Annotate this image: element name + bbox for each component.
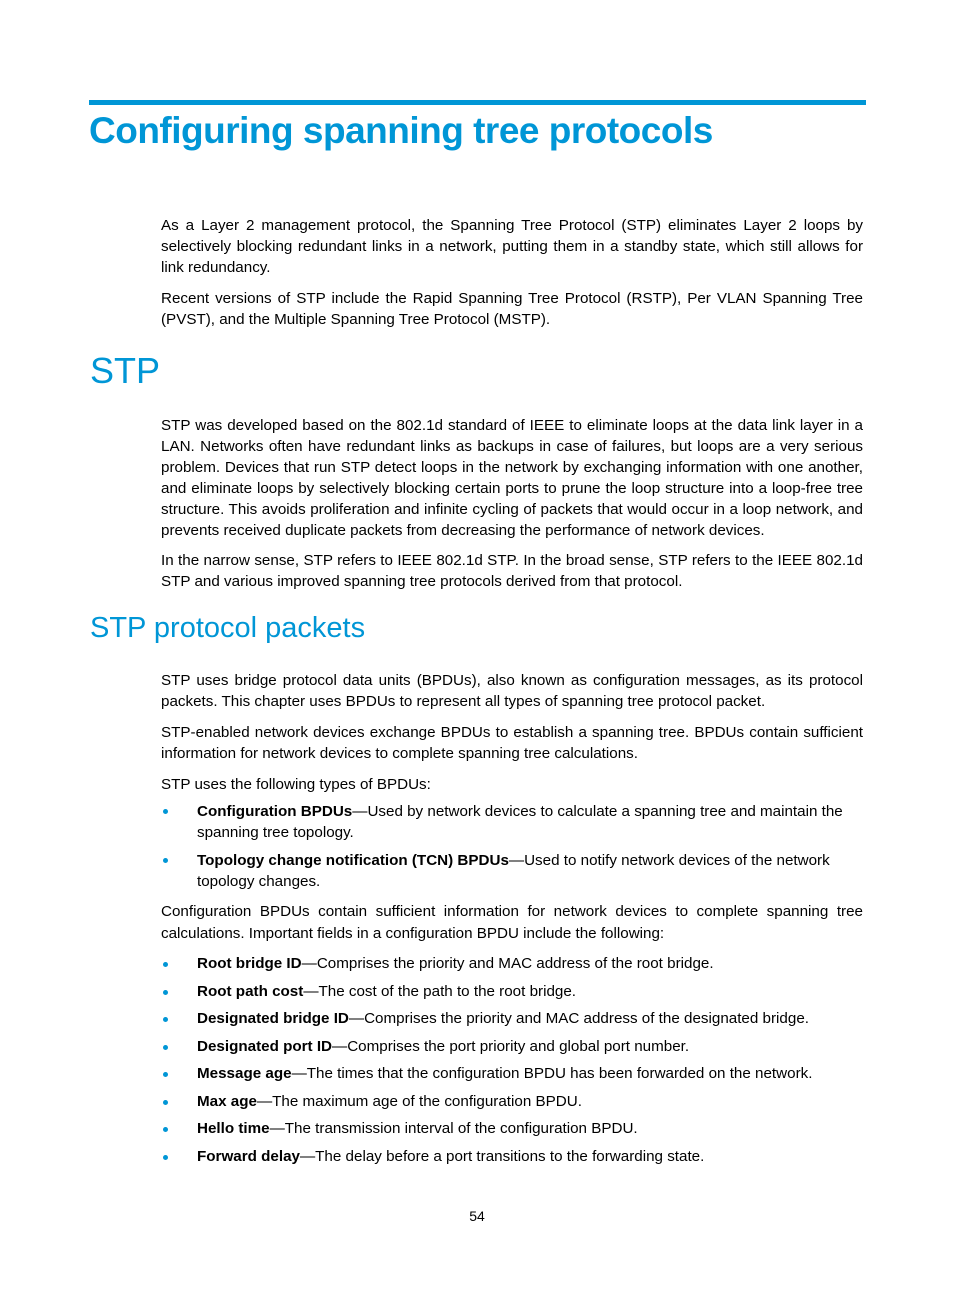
item-term: Topology change notification (TCN) BPDUs — [197, 852, 509, 869]
item-desc: —The cost of the path to the root bridge. — [303, 982, 577, 1000]
item-term: Forward delay — [197, 1147, 300, 1165]
item-desc: —Used by network devices to calculate a spanning tree and maintain the spanning tree topology. — [197, 803, 843, 841]
item-term: Configuration BPDUs — [197, 803, 353, 820]
item-desc: —Comprises the priority and MAC address of the root bridge. — [301, 955, 714, 972]
intro-paragraph: As a Layer 2 management protocol, the Spanning Tree Protocol (STP) eliminates Layer 2 loops by selectively blocking redundant links in a network, putting them in a standby state, which still allows for link redundancy. — [161, 217, 863, 276]
list-item — [161, 801, 863, 843]
bullet-icon — [163, 1127, 168, 1132]
bullet-icon — [163, 990, 168, 995]
packets-paragraph: STP uses bridge protocol data units (BPDUs), also known as configuration messages, as its protocol packets. This chapter uses BPDUs to represent all types of spanning tree protocol packet. — [161, 672, 863, 710]
item-desc: —Used to notify network devices of the network topology changes. — [197, 852, 830, 890]
list-item — [161, 1033, 863, 1061]
stp-paragraph: In the narrow sense, STP refers to IEEE 802.1d STP. In the broad sense, STP refers to the IEEE 802.1d STP and various improved spanning tree protocols derived from that protocol. — [161, 552, 863, 590]
stp-paragraph: STP was developed based on the 802.1d standard of IEEE to eliminate loops at the data link layer in a LAN. Networks often have redundant links as backups in case of failures, but loops are a very serious problem. Devices that run STP detect loops in the network by exchanging information with one another, and eliminate loops by selectively blocking certain ports to prune the loop structure into a loop-free tree structure. This avoids proliferation and infinite cycling of packets that would occur in a loop network, and prevents received duplicate packets from decreasing the performance of network devices. — [161, 417, 863, 539]
chapter-title: Configuring spanning tree protocols — [89, 110, 713, 151]
item-term: Max age — [197, 1092, 257, 1110]
bullet-icon — [163, 1045, 168, 1050]
bullet-icon — [163, 809, 168, 814]
bullet-icon — [163, 1155, 168, 1160]
bullet-icon — [163, 858, 168, 863]
bullet-icon — [163, 1017, 168, 1022]
item-desc: —The maximum age of the configuration BPDU. — [256, 1092, 582, 1110]
bullet-icon — [163, 1100, 168, 1105]
item-desc: —The transmission interval of the configuration BPDU. — [269, 1120, 638, 1137]
packets-section — [161, 670, 863, 1170]
list-item — [161, 978, 863, 1006]
item-desc: —Comprises the port priority and global port number. — [332, 1037, 690, 1055]
packets-paragraph: STP-enabled network devices exchange BPDUs to establish a spanning tree. BPDUs contain sufficient information for network devices to complete spanning tree calculations. — [161, 724, 863, 762]
list-item — [161, 1088, 863, 1116]
item-desc: —Comprises the priority and MAC address of the designated bridge. — [348, 1010, 809, 1027]
bpdu-types-list — [161, 801, 863, 892]
item-term: Designated bridge ID — [197, 1010, 349, 1027]
stp-protocol-packets-heading: STP protocol packets — [90, 612, 366, 644]
page-number: 54 — [469, 1208, 485, 1224]
stp-section — [161, 415, 863, 592]
bpdu-fields-list — [161, 950, 863, 1170]
item-term: Root bridge ID — [197, 955, 302, 972]
list-item — [161, 850, 863, 892]
item-desc: —The delay before a port transitions to the forwarding state. — [299, 1147, 705, 1165]
packets-paragraph: STP uses the following types of BPDUs: — [161, 776, 431, 793]
item-desc: —The times that the configuration BPDU has been forwarded on the network. — [291, 1065, 813, 1082]
item-term: Hello time — [197, 1120, 270, 1137]
list-item — [161, 1143, 863, 1171]
list-item — [161, 950, 863, 978]
list-item — [161, 1005, 863, 1033]
item-term: Message age — [197, 1065, 292, 1082]
list-item — [161, 1060, 863, 1088]
intro-paragraph: Recent versions of STP include the Rapid Spanning Tree Protocol (RSTP), Per VLAN Spanning Tree (PVST), and the Multiple Spanning Tree Protocol (MSTP). — [161, 290, 863, 328]
chapter-intro — [161, 215, 863, 330]
packets-paragraph: Configuration BPDUs contain sufficient information for network devices to complete spanning tree calculations. Important fields in a configuration BPDU include the following: — [161, 903, 863, 942]
bullet-icon — [163, 962, 168, 967]
stp-heading: STP — [90, 350, 161, 391]
item-term: Designated port ID — [197, 1037, 333, 1055]
chapter-top-rule — [89, 100, 866, 105]
bullet-icon — [163, 1072, 168, 1077]
list-item — [161, 1115, 863, 1143]
item-term: Root path cost — [197, 982, 304, 1000]
